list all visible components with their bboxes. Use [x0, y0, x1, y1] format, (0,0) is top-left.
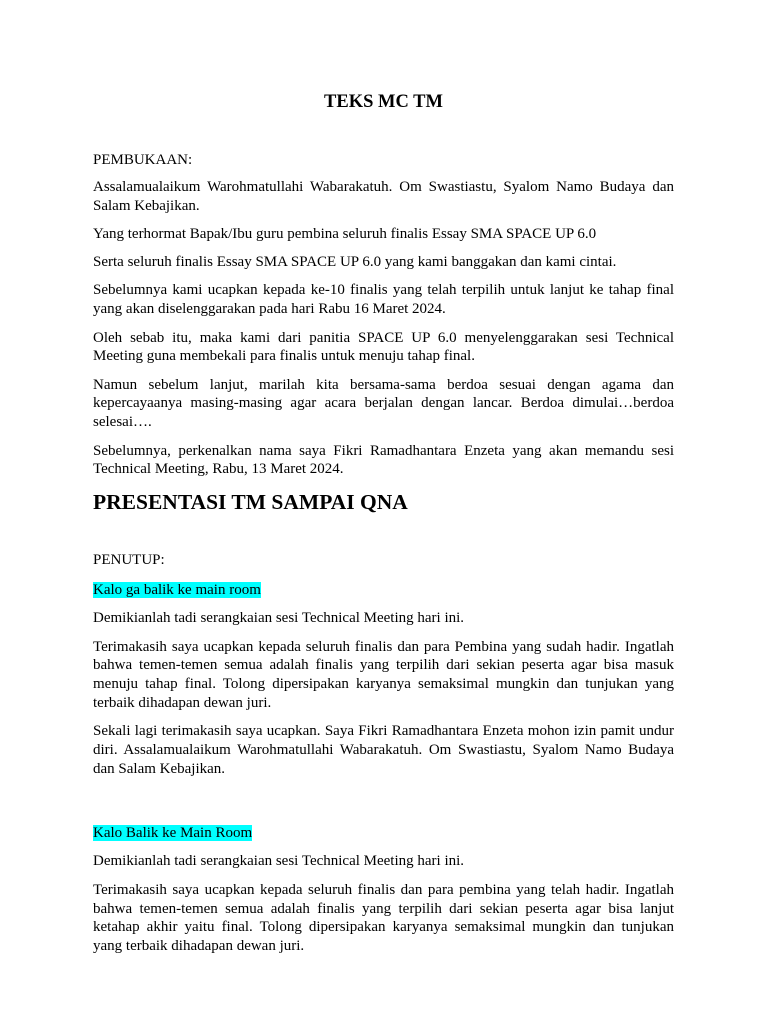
- closing-variant-1-label: [93, 581, 674, 600]
- closing-variant-2-label: [93, 824, 674, 843]
- opening-paragraph: Sebelumnya kami ucapkan kepada ke-10 finalis yang telah terpilih untuk lanjut ke tahap final yang akan diselenggarakan pada hari Rabu 16 Maret 2024.: [93, 282, 674, 318]
- closing-label: PENUTUP:: [93, 552, 165, 569]
- closing-paragraph: Demikianlah tadi serangkaian sesi Technical Meeting hari ini.: [93, 610, 465, 627]
- opening-paragraph: Assalamualaikum Warohmatullahi Wabarakatuh. Om Swastiastu, Syalom Namo Budaya dan Salam Kebajikan.: [93, 178, 674, 214]
- presentation-heading: PRESENTASI TM SAMPAI QNA: [93, 490, 408, 515]
- closing-paragraph: Sekali lagi terimakasih saya ucapkan. Saya Fikri Ramadhantara Enzeta mohon izin pamit undur diri. Assalamualaikum Warohmatullahi Wabarakatuh. Om Swastiastu, Syalom Namo Budaya dan Salam Kebajikan.: [93, 723, 674, 777]
- closing-paragraph: Demikianlah tadi serangkaian sesi Technical Meeting hari ini.: [93, 853, 465, 870]
- opening-label: PEMBUKAAN:: [93, 152, 193, 168]
- opening-paragraph: Namun sebelum lanjut, marilah kita bersama-sama berdoa sesuai dengan agama dan kepercayaanya masing-masing agar acara berjalan dengan lancar. Berdoa dimulai…berdoa selesai….: [93, 376, 674, 431]
- document-title: TEKS MC TM: [324, 92, 443, 112]
- opening-paragraph: Sebelumnya, perkenalkan nama saya Fikri Ramadhantara Enzeta yang akan memandu sesi Technical Meeting, Rabu, 13 Maret 2024.: [93, 442, 674, 478]
- opening-paragraph: Yang terhormat Bapak/Ibu guru pembina seluruh finalis Essay SMA SPACE UP 6.0: [93, 225, 597, 242]
- document-body: [93, 0, 674, 965]
- closing-paragraph: Terimakasih saya ucapkan kepada seluruh finalis dan para Pembina yang sudah hadir. Ingatlah bahwa temen-temen semua adalah finalis yang terpilih dari sekian peserta agar bisa masuk menuju tahap final. Tolong dipersipakan karyanya semaksimal mungkin dan tunjukan yang terbaik dihadapan dewan juri.: [93, 638, 674, 711]
- opening-paragraph: Serta seluruh finalis Essay SMA SPACE UP 6.0 yang kami banggakan dan kami cintai.: [93, 254, 617, 271]
- blank-gap: [93, 788, 674, 824]
- highlighted-text: Kalo ga balik ke main room: [93, 581, 261, 598]
- opening-paragraph: Oleh sebab itu, maka kami dari panitia SPACE UP 6.0 menyelenggarakan sesi Technical Meeting guna membekali para finalis untuk menuju tahap final.: [93, 329, 674, 365]
- closing-paragraph: Terimakasih saya ucapkan kepada seluruh finalis dan para pembina yang telah hadir. Ingatlah bahwa temen-temen semua adalah finalis yang terpilih dari sekian peserta agar bisa lanjut ketahap akhir yaitu final. Tolong dipersipakan karyanya semaksimal mungkin dan tunjukan yang terbaik dihadapan dewan juri.: [93, 881, 674, 955]
- highlighted-text: Kalo Balik ke Main Room: [93, 825, 253, 842]
